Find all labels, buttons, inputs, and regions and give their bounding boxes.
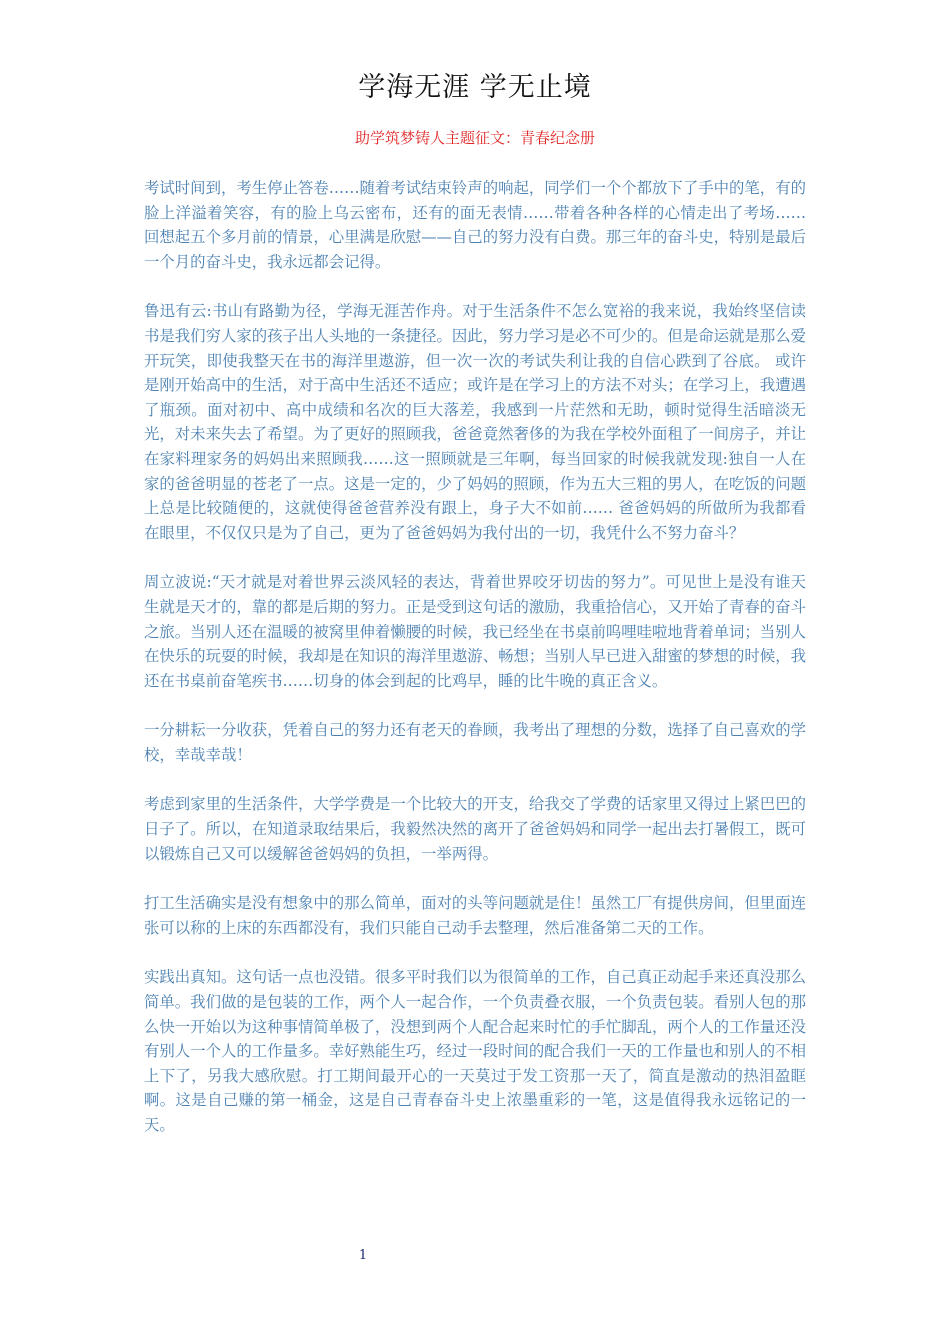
- page-number: 1: [358, 1248, 368, 1263]
- document-title: 学海无涯 学无止境: [358, 72, 592, 103]
- document-body: [144, 176, 806, 1163]
- paragraph-3: 周立波说:“天才就是对着世界云淡风轻的表达，背着世界咬牙切齿的努力”。可见世上是没有谁天生就是天才的，靠的都是后期的努力。正是受到这句话的激励，我重拾信心，又开始了青春的奋斗之旅。当别人还在温暖的被窝里伸着懒腰的时候，我已经坐在书桌前呜哩哇啦地背着单词；当别人在快乐的玩耍的时候，我却是在知识的海洋里遨游、畅想；当别人早已进入甜蜜的梦想的时候，我还在书桌前奋笔疾书……切身的体会到起的比鸡早，睡的比牛晚的真正含义。: [144, 573, 806, 690]
- paragraph-6: 打工生活确实是没有想象中的那么简单，面对的头等问题就是住！虽然工厂有提供房间，但里面连张可以称的上床的东西都没有，我们只能自己动手去整理，然后准备第二天的工作。: [144, 894, 806, 937]
- paragraph-7: 实践出真知。这句话一点也没错。很多平时我们以为很简单的工作，自己真正动起手来还真没那么简单。我们做的是包装的工作，两个人一起合作，一个负责叠衣服，一个负责包装。看别人包的那么快一开始以为这种事情简单极了，没想到两个人配合起来时忙的手忙脚乱，两个人的工作量还没有别人一个人的工作量多。幸好熟能生巧，经过一段时间的配合我们一天的工作量也和别人的不相上下了，另我大感欣慰。打工期间最开心的一天莫过于发工资那一天了，简直是激动的热泪盈眶啊。这是自己赚的第一桶金，这是自己青春奋斗史上浓墨重彩的一笔，这是值得我永远铭记的一天。: [144, 968, 806, 1134]
- paragraph-2: 鲁迅有云:书山有路勤为径，学海无涯苦作舟。对于生活条件不怎么宽裕的我来说，我始终坚信读书是我们穷人家的孩子出人头地的一条捷径。因此，努力学习是必不可少的。但是命运就是那么爱开玩笑，即使我整天在书的海洋里遨游，但一次一次的考试失利让我的自信心跌到了谷底。 或许是刚开始高中的生活，对于高中生活还不适应；或许是在学习上的方法不对头；在学习上，我遭遇了瓶颈。面对初中、高中成绩和名次的巨大落差，我感到一片茫然和无助，顿时觉得生活暗淡无光，对未来失去了希望。为了更好的照顾我，爸爸竟然奢侈的为我在学校外面租了一间房子，并让在家料理家务的妈妈出来照顾我……这一照顾就是三年啊，每当回家的时候我就发现:独自一人在家的爸爸明显的苍老了一点。这是一定的，少了妈妈的照顾，作为五大三粗的男人，在吃饭的问题上总是比较随便的，这就使得爸爸营养没有跟上，身子大不如前…… 爸爸妈妈的所做所为我都看在眼里，不仅仅只是为了自己，更为了爸爸妈妈为我付出的一切，我凭什么不努力奋斗？: [144, 302, 806, 542]
- paragraph-4: 一分耕耘一分收获，凭着自己的努力还有老天的眷顾，我考出了理想的分数，选择了自己喜欢的学校，幸哉幸哉！: [144, 721, 806, 764]
- paragraph-5: 考虑到家里的生活条件，大学学费是一个比较大的开支，给我交了学费的话家里又得过上紧巴巴的日子了。所以，在知道录取结果后，我毅然决然的离开了爸爸妈妈和同学一起出去打暑假工，既可以锻炼自己又可以缓解爸爸妈妈的负担，一举两得。: [144, 795, 806, 863]
- paragraph-1: 考试时间到，考生停止答卷……随着考试结束铃声的响起，同学们一个个都放下了手中的笔，有的脸上洋溢着笑容，有的脸上乌云密布，还有的面无表情……带着各种各样的心情走出了考场…… 回想起五个多月前的情景，心里满是欣慰——自己的努力没有白费。那三年的奋斗史，特别是最后一个月的奋斗史，我永远都会记得。: [144, 179, 806, 271]
- document-subtitle: 助学筑梦铸人主题征文：青春纪念册: [354, 129, 595, 147]
